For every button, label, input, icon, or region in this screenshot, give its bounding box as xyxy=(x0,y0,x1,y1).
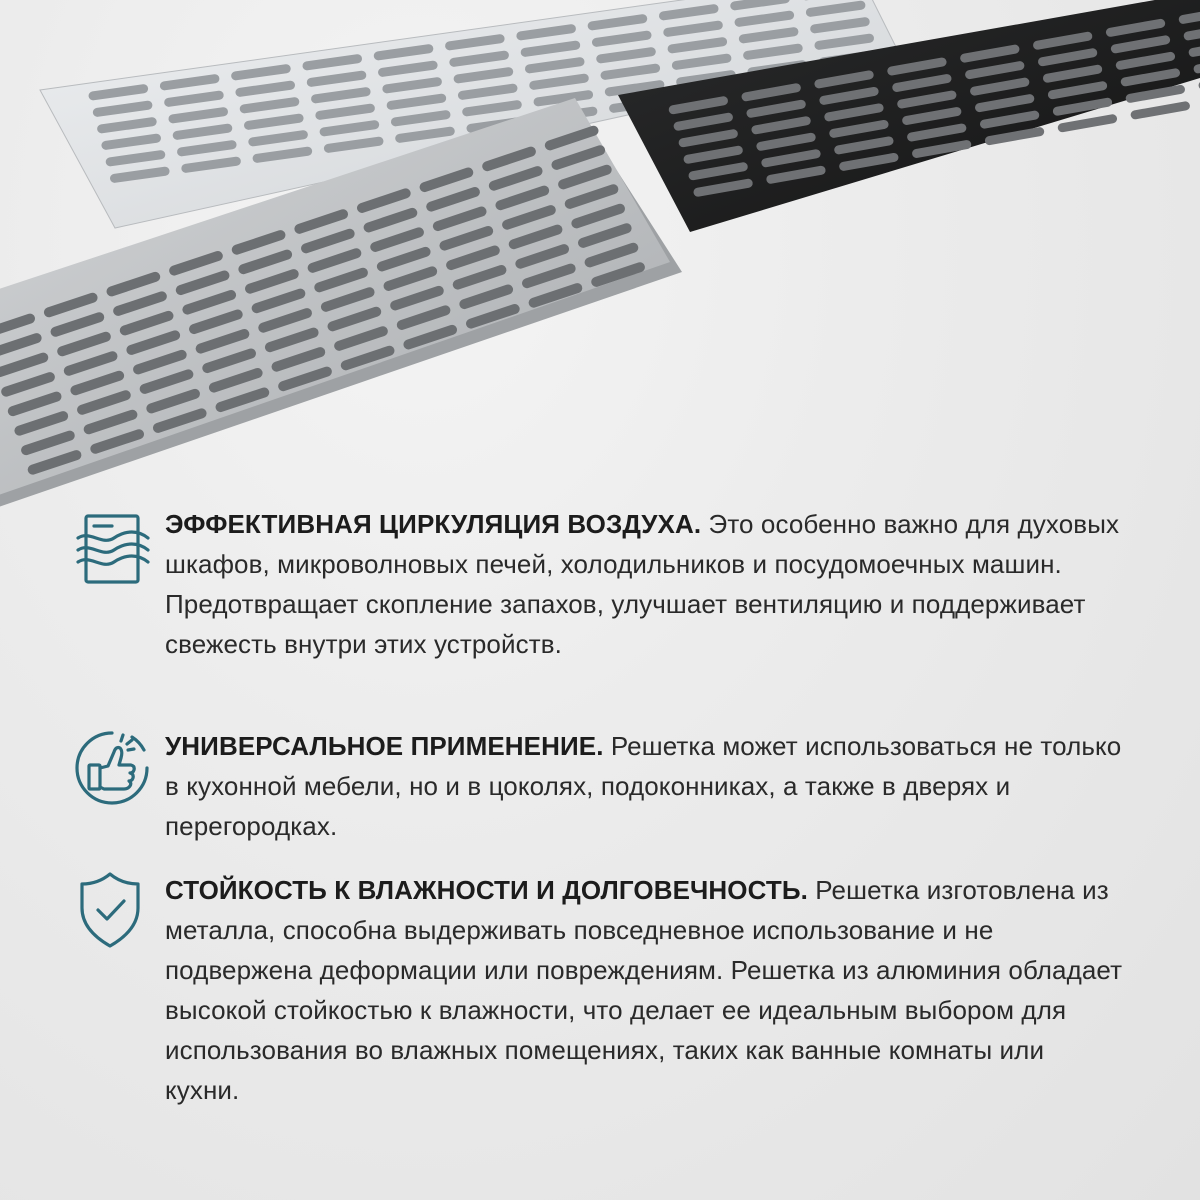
feature-title: ЭФФЕКТИВНАЯ ЦИРКУЛЯЦИЯ ВОЗДУХА. xyxy=(165,509,702,539)
feature-body: Решетка изготовлена из металла, способна выдерживать повседневное использование и не подвержена деформации или повреждениям. Решетка из алюминия обладает высокой стойкостью к влажности, что делает ее идеальным выбором для использования во влажных помещениях, таких как ванные комнаты или кухни. xyxy=(165,875,1123,1105)
feature-text xyxy=(165,870,1125,1110)
feature-title: УНИВЕРСАЛЬНОЕ ПРИМЕНЕНИЕ. xyxy=(165,731,604,761)
product-photo xyxy=(0,0,1200,520)
feature-text xyxy=(165,726,1125,846)
shield-check-icon xyxy=(72,870,152,950)
feature-text xyxy=(165,504,1125,664)
grille-slot xyxy=(1130,101,1191,120)
thumbs-up-icon xyxy=(72,728,152,808)
feature-body: Это особенно важно для духовых шкафов, микроволновых печей, холодильников и посудомоечных машин. Предотвращает скопление запахов, улучшает вентиляцию и поддерживает свежесть внутри этих устройств. xyxy=(165,509,1120,659)
airflow-icon xyxy=(72,510,152,590)
feature-title: СТОЙКОСТЬ К ВЛАЖНОСТИ И ДОЛГОВЕЧНОСТЬ. xyxy=(165,875,808,905)
feature-body: Решетка может использоваться не только в кухонной мебели, но и в цоколях, подоконниках, а также в дверях и перегородках. xyxy=(165,731,1122,841)
